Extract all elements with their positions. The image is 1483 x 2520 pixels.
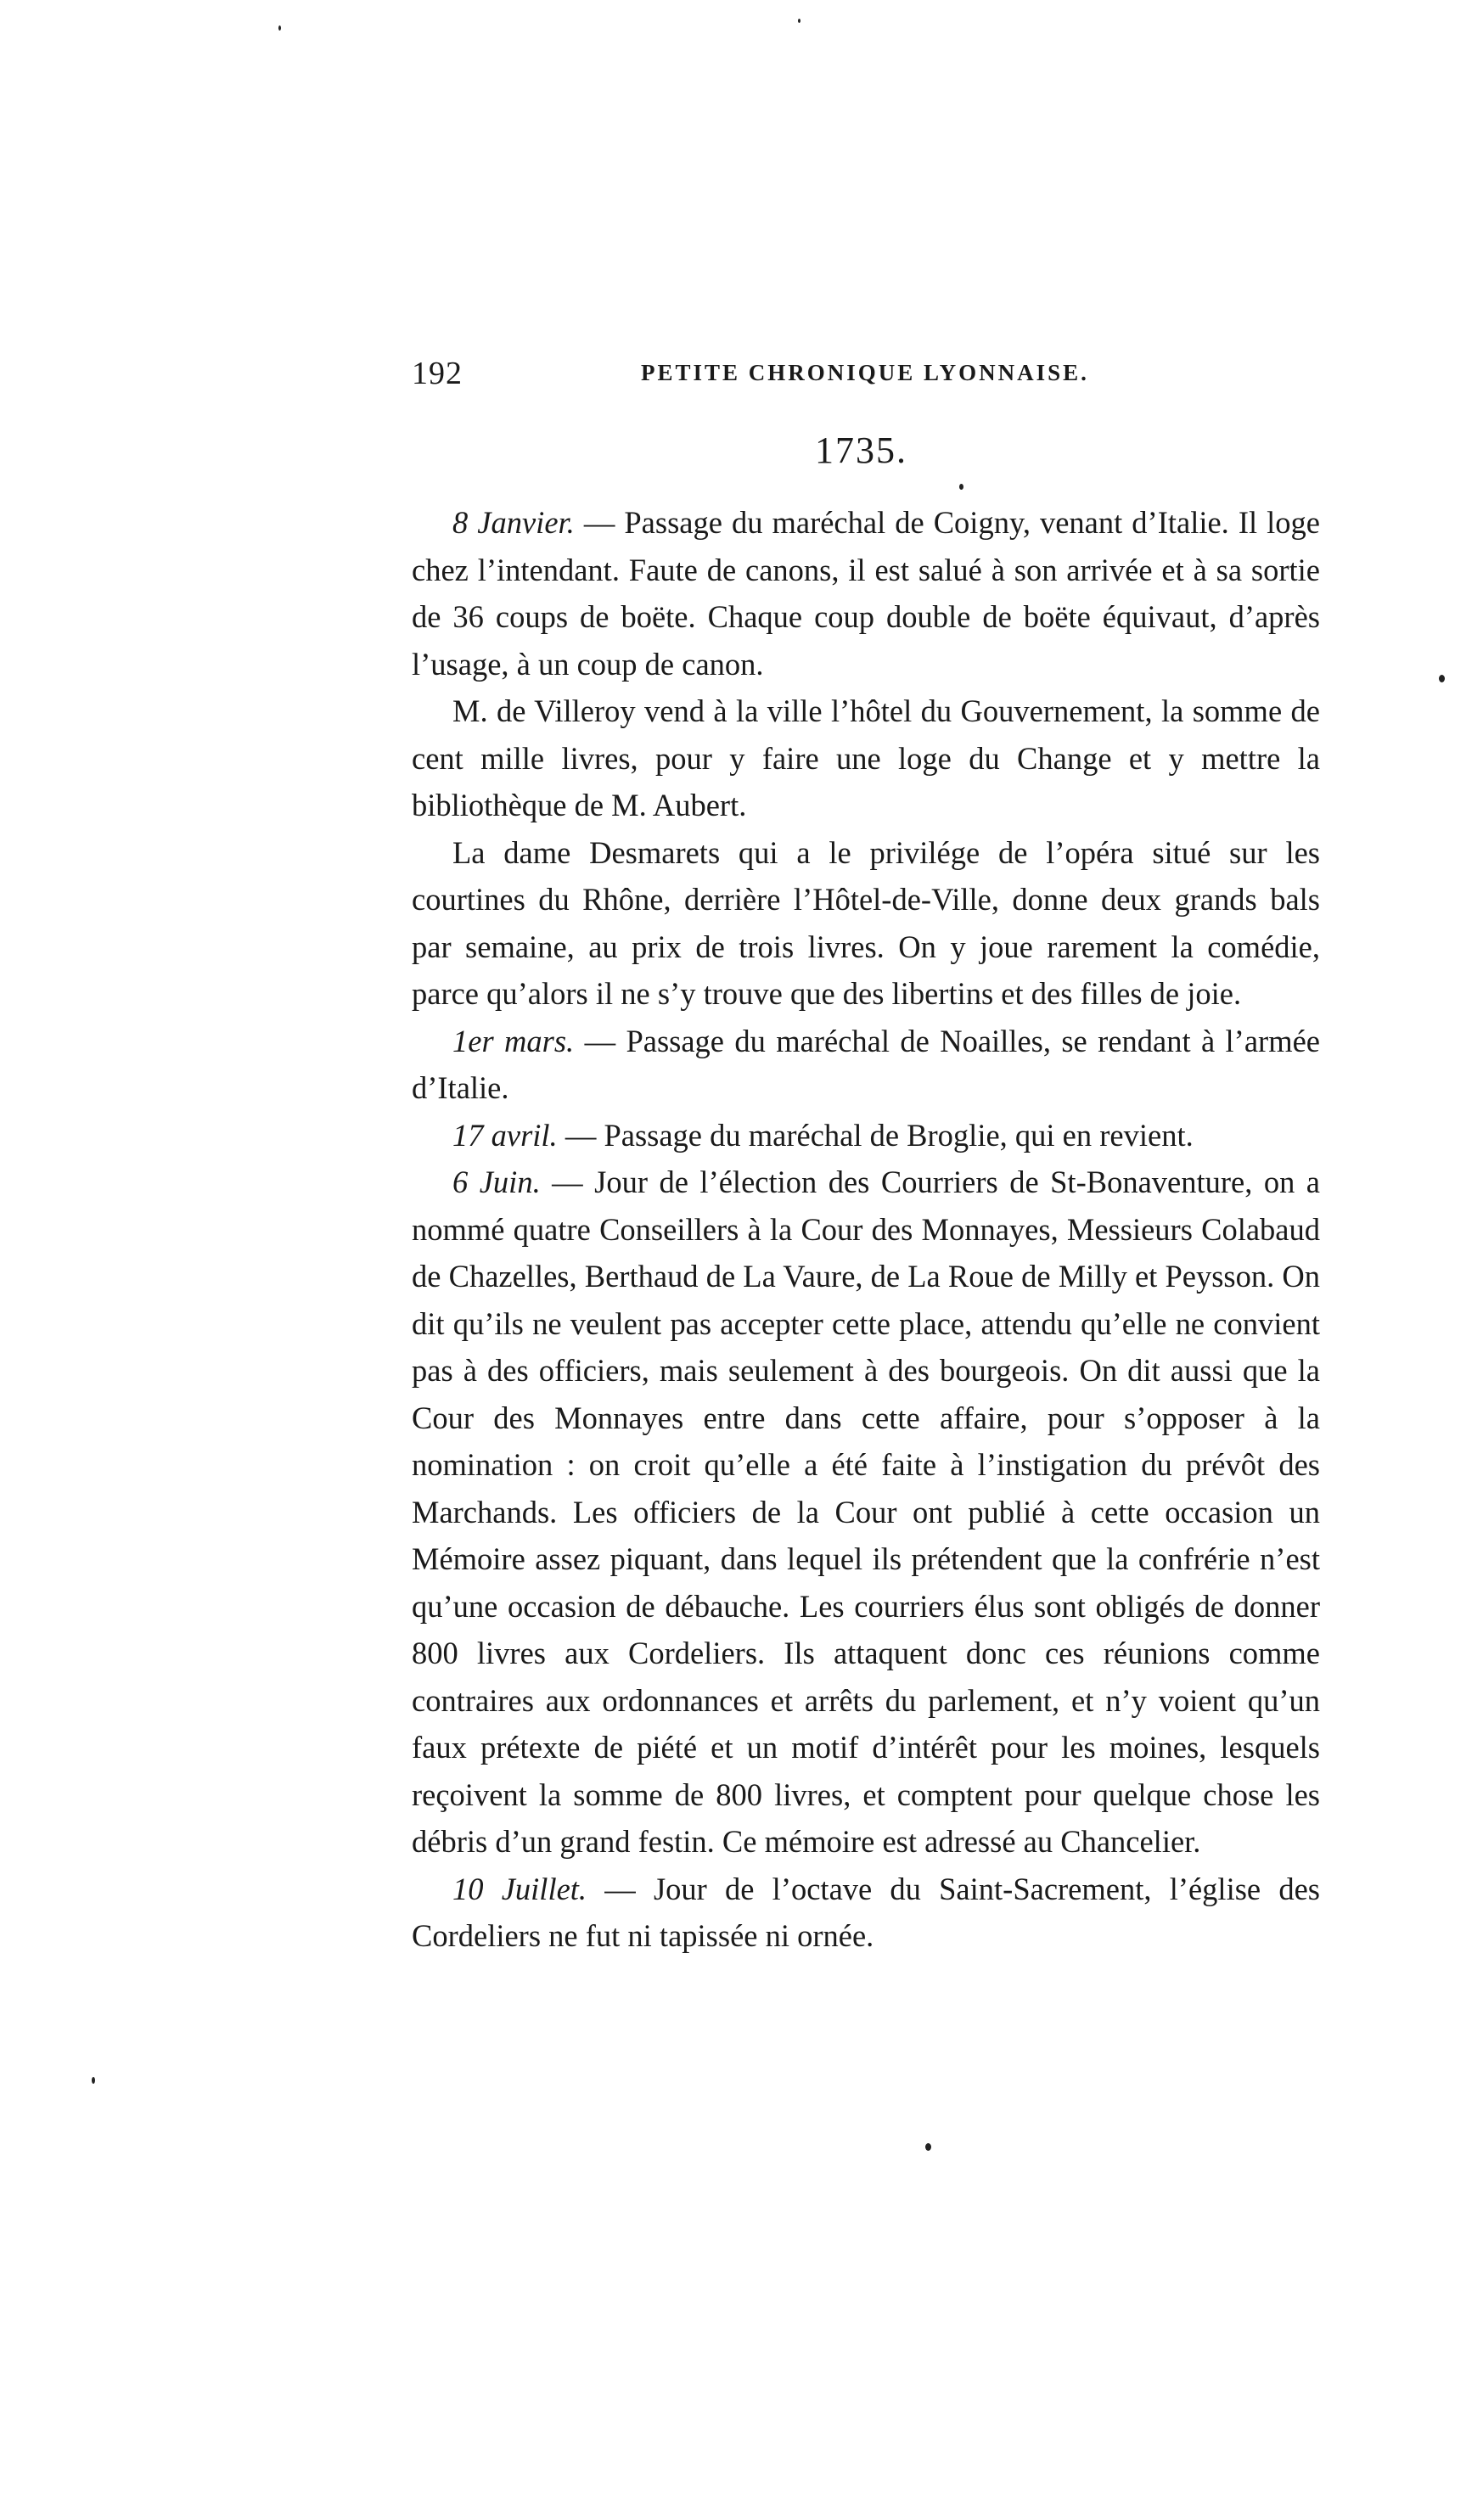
entry-text: — Passage du maréchal de Coigny, venant d’Italie. Il loge chez l’intendant. Faute de canons, il est salué à son arrivée et à sa sortie de 36 coups de boëte. Chaque coup double de boëte équivaut, d’après l’usage, à un coup de canon.	[412, 505, 1320, 682]
entry-paragraph	[412, 499, 1320, 688]
entry-paragraph	[412, 1018, 1320, 1112]
entry-date: 10 Juillet.	[452, 1871, 587, 1906]
entry-paragraph	[412, 1112, 1320, 1159]
chronicle-text	[412, 499, 1320, 1960]
entry-text: La dame Desmarets qui a le privilége de l’opéra situé sur les courtines du Rhône, derrière l’Hôtel-de-Ville, donne deux grands bals par semaine, au prix de trois livres. On y joue rarement la comédie, parce qu’alors il ne s’y trouve que des libertins et des filles de joie.	[412, 834, 1320, 1011]
print-speck	[959, 484, 963, 490]
print-speck	[278, 25, 281, 31]
print-speck	[92, 2077, 95, 2084]
print-speck	[798, 19, 800, 23]
entry-paragraph	[412, 1866, 1320, 1960]
entry-text: — Passage du maréchal de Noailles, se rendant à l’armée d’Italie.	[412, 1023, 1320, 1105]
print-speck	[1439, 675, 1445, 682]
entry-text: — Passage du maréchal de Broglie, qui en revient.	[557, 1117, 1194, 1153]
entry-text: — Jour de l’élection des Courriers de St-Bonaventure, on a nommé quatre Conseillers à la Cour des Monnayes, Messieurs Colabaud de Chazelles, Berthaud de La Vaure, de La Roue de Milly et Peysson. On dit qu’ils ne veulent pas accepter cette place, attendu qu’elle ne convient pas à des officiers, mais seulement à des bourgeois. On dit aussi que la Cour des Monnayes entre dans cette affaire, pour s’opposer à la nomination : on croit qu’elle a été faite à l’instigation du prévôt des Marchands. Les officiers de la Cour ont publié à cette occasion un Mémoire assez piquant, dans lequel ils prétendent que la confrérie n’est qu’une occasion de débauche. Les courriers élus sont obligés de donner 800 livres aux Cordeliers. Ils attaquent donc ces réunions comme contraires aux ordonnances et arrêts du parlement, et n’y voient qu’un faux prétexte de piété et un motif d’intérêt pour les moines, lesquels reçoivent la somme de 800 livres, et comptent pour quelque chose les débris d’un grand festin. Ce mémoire est adressé au Chancelier.	[412, 1165, 1320, 1859]
entry-date: 8 Janvier.	[452, 505, 575, 540]
entry-date: 6 Juin.	[452, 1165, 541, 1199]
entry-date: 17 avril.	[452, 1117, 558, 1153]
entry-paragraph	[412, 688, 1320, 829]
running-title: PETITE CHRONIQUE LYONNAISE.	[641, 360, 1089, 385]
entry-paragraph	[412, 1159, 1320, 1866]
entry-paragraph	[412, 829, 1320, 1018]
running-head	[412, 355, 1307, 397]
page-number: 192	[412, 356, 463, 391]
entry-text: M. de Villeroy vend à la ville l’hôtel du Gouvernement, la somme de cent mille livres, pour y faire une loge du Change et y mettre la bibliothèque de M. Aubert.	[412, 693, 1320, 822]
entry-date: 1er mars.	[452, 1023, 575, 1058]
year-heading: 1735.	[815, 429, 907, 471]
entry-text: — Jour de l’octave du Saint-Sacrement, l’église des Cordeliers ne fut ni tapissée ni ornée.	[412, 1871, 1320, 1953]
print-speck	[925, 2143, 931, 2151]
